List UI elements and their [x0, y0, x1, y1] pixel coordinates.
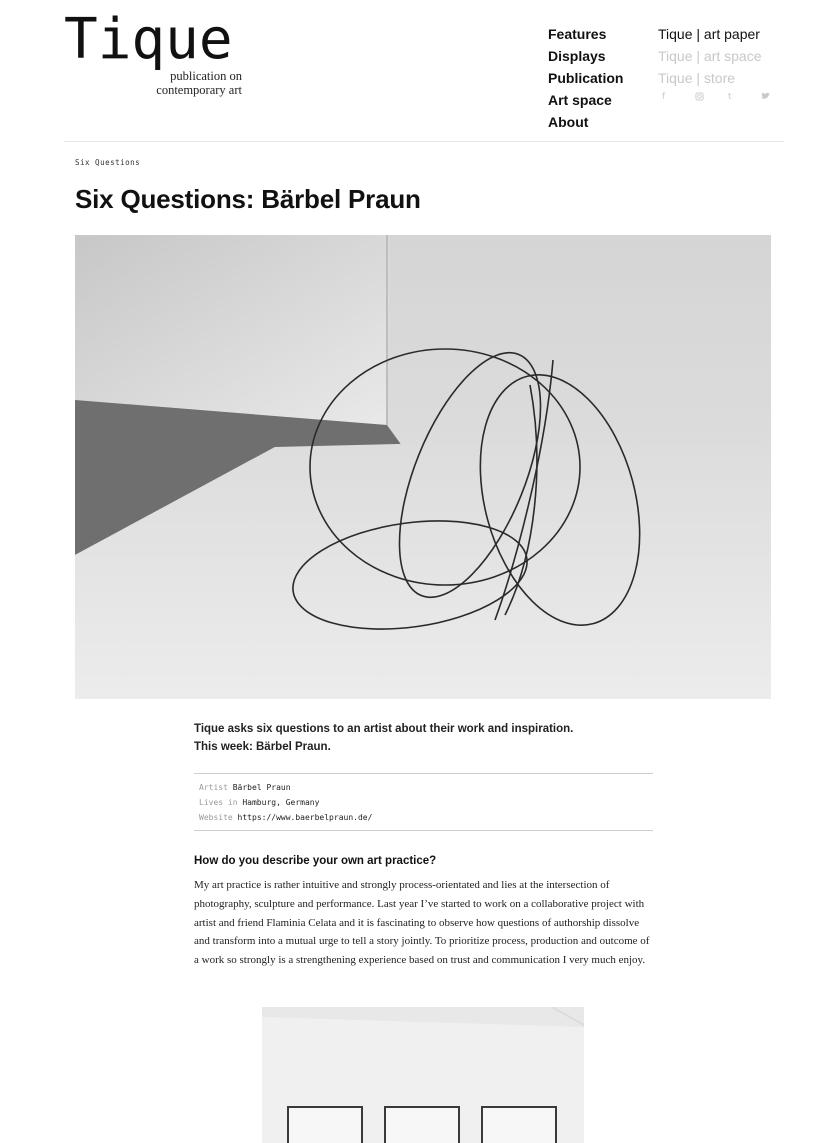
section-nav — [658, 23, 762, 89]
question-heading: How do you describe your own art practice? — [194, 855, 437, 867]
nav-displays[interactable]: Displays — [548, 48, 606, 64]
nav-about[interactable]: About — [548, 114, 589, 130]
main-nav — [548, 23, 623, 133]
social-links — [662, 92, 794, 104]
logo-wordmark: Tique — [64, 7, 233, 72]
lives-row — [194, 795, 653, 810]
nav-art-space[interactable]: Art space — [548, 92, 612, 108]
article-intro — [194, 720, 654, 756]
facebook-icon[interactable]: f — [662, 92, 666, 102]
nav-publication[interactable]: Publication — [548, 70, 624, 86]
artist-row — [194, 780, 653, 795]
framed-works-photo — [262, 1007, 584, 1143]
artist-key: Artist — [199, 783, 228, 792]
nav-art-paper[interactable]: Tique | art paper — [658, 26, 760, 42]
lives-key: Lives in — [199, 798, 238, 807]
nav-features[interactable]: Features — [548, 26, 607, 42]
artist-info — [194, 773, 653, 831]
wire-sculpture-photo — [75, 235, 771, 699]
article-title: Six Questions: Bärbel Praun — [75, 184, 421, 214]
website-link[interactable]: https://www.baerbelpraun.de/ — [237, 813, 373, 822]
intro-line2: This week: Bärbel Praun. — [194, 741, 331, 753]
nav-store[interactable]: Tique | store — [658, 70, 736, 86]
nav-art-space-site[interactable]: Tique | art space — [658, 48, 762, 64]
answer-paragraph: My art practice is rather intuitive and strongly process-orientated and lies at the intersection of photography, sculpture and performance. Last year I’ve started to work on a collaborative project with artist and friend Flaminia Celata and it is fascinating to observe how questions of authorship dissolve and transform into a mutual urge to tell a story jointly. To prioritize process, production and outcome of a work so strongly is a strengthening experience based on trust and communication I very much enjoy. — [194, 879, 650, 967]
artist-value: Bärbel Praun — [232, 783, 291, 792]
logo-tagline-line1: publication on — [170, 69, 242, 83]
breadcrumb[interactable]: Six Questions — [75, 158, 141, 167]
logo-tagline — [156, 69, 242, 97]
website-row — [194, 810, 653, 825]
exhibition-photo — [262, 1007, 584, 1143]
hero-image — [75, 235, 771, 699]
header-divider — [64, 141, 784, 142]
logo-tagline-line2: contemporary art — [156, 83, 242, 97]
website-key: Website — [199, 813, 233, 822]
intro-line1: Tique asks six questions to an artist about their work and inspiration. — [194, 723, 574, 735]
twitter-icon[interactable] — [761, 92, 794, 104]
site-logo[interactable] — [64, 7, 254, 100]
instagram-icon[interactable] — [695, 92, 728, 104]
lives-value: Hamburg, Germany — [242, 798, 320, 807]
tumblr-icon[interactable]: t — [728, 92, 732, 102]
